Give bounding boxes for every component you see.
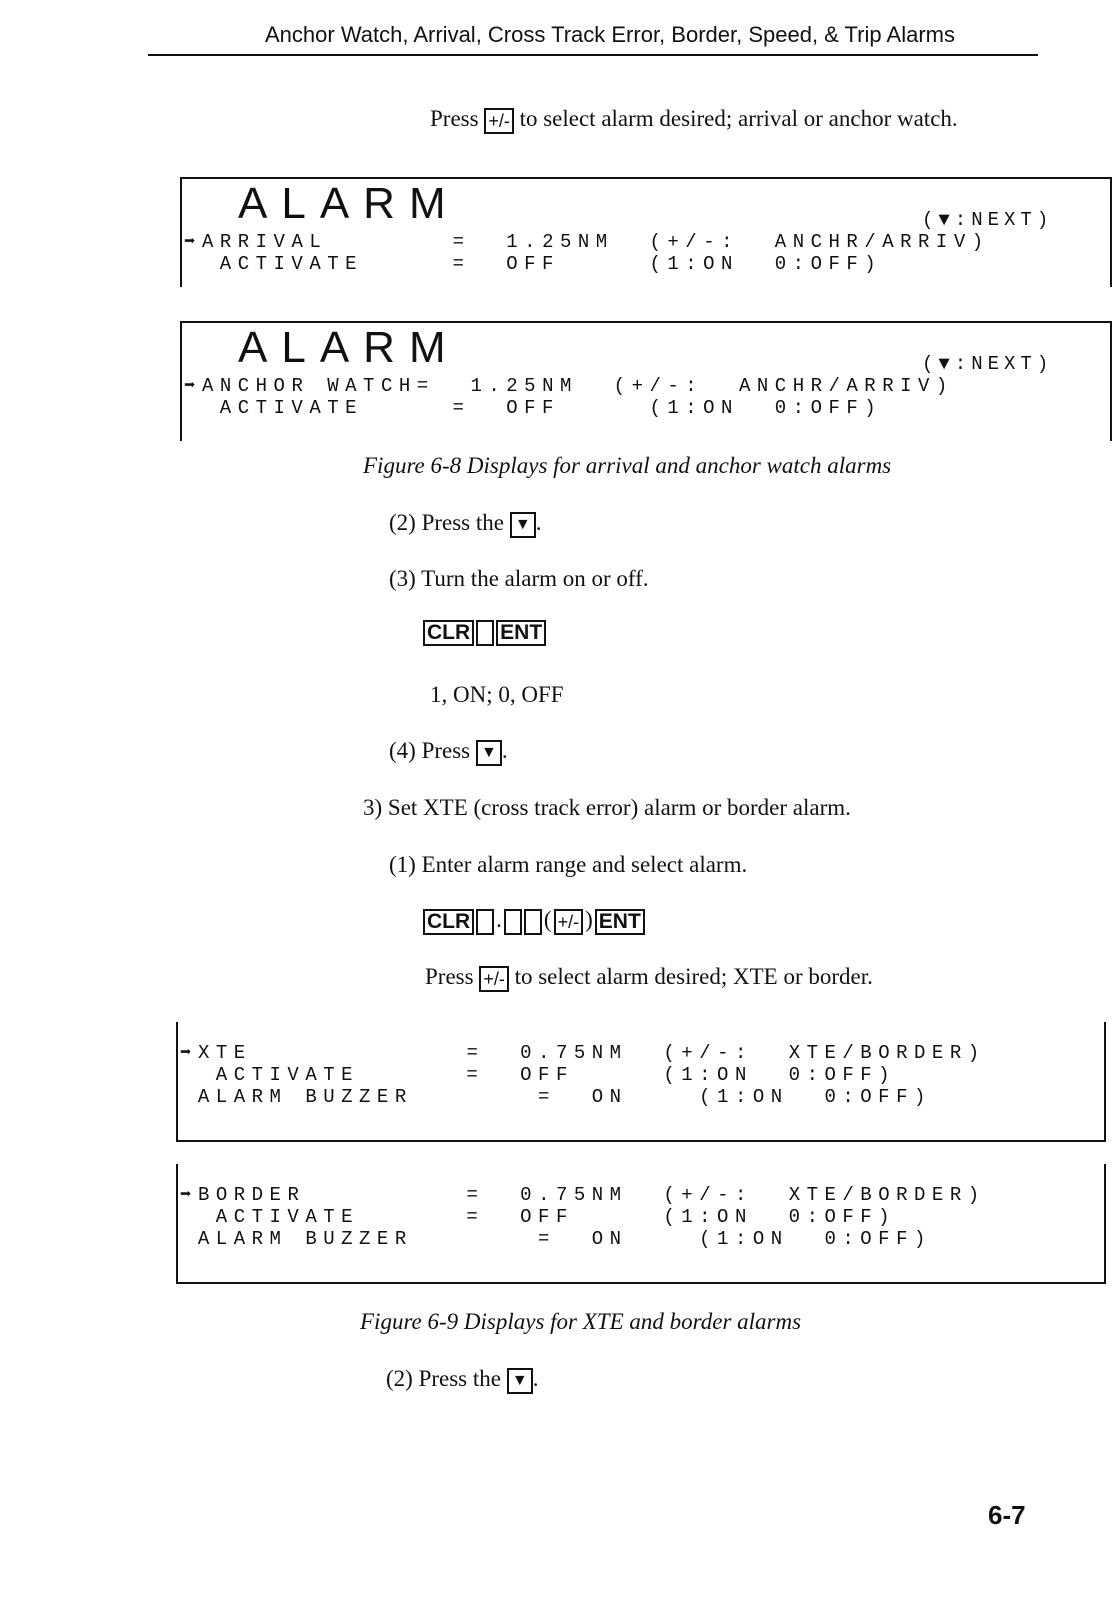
step-turn-alarm: (3) Turn the alarm on or off. xyxy=(389,566,649,591)
digit-box xyxy=(504,909,522,935)
open-paren: ( xyxy=(543,907,552,932)
lcd-line-activate: ACTIVATE = OFF (1:ON 0:OFF) xyxy=(180,1064,897,1086)
lcd-line-buzzer: ALARM BUZZER = ON (1:ON 0:OFF) xyxy=(180,1086,932,1108)
down-arrow-key-icon: ▼ xyxy=(476,740,502,766)
lcd-title: ALARM xyxy=(238,179,460,228)
lcd-line-arrival: ➡ARRIVAL = 1.25NM (+/-: ANCHR/ARRIV) xyxy=(184,231,990,253)
plus-minus-key: +/- xyxy=(484,108,514,134)
step-press-down-final xyxy=(386,1366,538,1394)
step-text: (2) Press the xyxy=(386,1366,501,1391)
digit-box xyxy=(524,909,542,935)
lcd-display-xte xyxy=(176,1022,1106,1142)
clr-key: CLR xyxy=(423,620,474,646)
instruction-press-select-xte xyxy=(425,964,873,992)
press-description: to select alarm desired; arrival or anchor watch. xyxy=(519,106,958,131)
ent-key: ENT xyxy=(496,620,546,646)
press-word: Press xyxy=(425,964,474,989)
lcd-line-buzzer: ALARM BUZZER = ON (1:ON 0:OFF) xyxy=(180,1228,932,1250)
lcd-line-border: ➡BORDER = 0.75NM (+/-: XTE/BORDER) xyxy=(180,1184,986,1206)
figure-caption-6-9: Figure 6-9 Displays for XTE and border alarms xyxy=(360,1309,802,1334)
step-end: . xyxy=(532,1366,539,1391)
lcd-display-border xyxy=(176,1164,1106,1284)
down-arrow-key-icon: ▼ xyxy=(507,1368,533,1394)
step-press-down-4 xyxy=(389,738,508,766)
step-end: . xyxy=(501,738,508,763)
step-press-down xyxy=(389,510,541,538)
onoff-legend: 1, ON; 0, OFF xyxy=(430,682,564,707)
lcd-line-xte: ➡XTE = 0.75NM (+/-: XTE/BORDER) xyxy=(180,1042,986,1064)
instruction-press-select-arrival xyxy=(430,106,958,134)
digit-box xyxy=(476,620,494,646)
key-sequence-onoff xyxy=(423,620,548,646)
plus-minus-key: +/- xyxy=(479,966,509,992)
lcd-display-anchor-watch xyxy=(180,321,1112,441)
ent-key: ENT xyxy=(595,909,645,935)
lcd-display-arrival xyxy=(180,177,1112,287)
decimal-point: . xyxy=(496,907,502,932)
down-arrow-key-icon: ▼ xyxy=(510,512,536,538)
figure-caption-6-8: Figure 6-8 Displays for arrival and anchor watch alarms xyxy=(363,453,892,478)
close-paren: ) xyxy=(585,907,593,932)
plus-minus-key: +/- xyxy=(554,909,584,935)
step-text: (2) Press the xyxy=(389,510,504,535)
clr-key: CLR xyxy=(423,909,474,935)
lcd-line-anchor-watch: ➡ANCHOR WATCH= 1.25NM (+/-: ANCHR/ARRIV) xyxy=(184,375,954,397)
lcd-line-activate: ACTIVATE = OFF (1:ON 0:OFF) xyxy=(184,253,883,275)
header-rule xyxy=(148,54,1038,56)
lcd-title: ALARM xyxy=(238,323,460,372)
step-text: (4) Press xyxy=(389,738,471,763)
key-sequence-range xyxy=(423,907,647,935)
digit-box xyxy=(476,909,494,935)
lcd-next-hint: (▼:NEXT) xyxy=(922,209,1054,231)
page-number: 6-7 xyxy=(988,1500,1026,1530)
step-enter-range: (1) Enter alarm range and select alarm. xyxy=(389,852,748,877)
lcd-line-activate: ACTIVATE = OFF (1:ON 0:OFF) xyxy=(180,1206,897,1228)
page-header: Anchor Watch, Arrival, Cross Track Error, Border, Speed, & Trip Alarms xyxy=(265,22,955,47)
lcd-next-hint: (▼:NEXT) xyxy=(922,353,1054,375)
lcd-line-activate: ACTIVATE = OFF (1:ON 0:OFF) xyxy=(184,397,883,419)
press-description: to select alarm desired; XTE or border. xyxy=(514,964,873,989)
press-word: Press xyxy=(430,106,479,131)
step-end: . xyxy=(535,510,542,535)
section-3-heading: 3) Set XTE (cross track error) alarm or border alarm. xyxy=(363,795,851,820)
